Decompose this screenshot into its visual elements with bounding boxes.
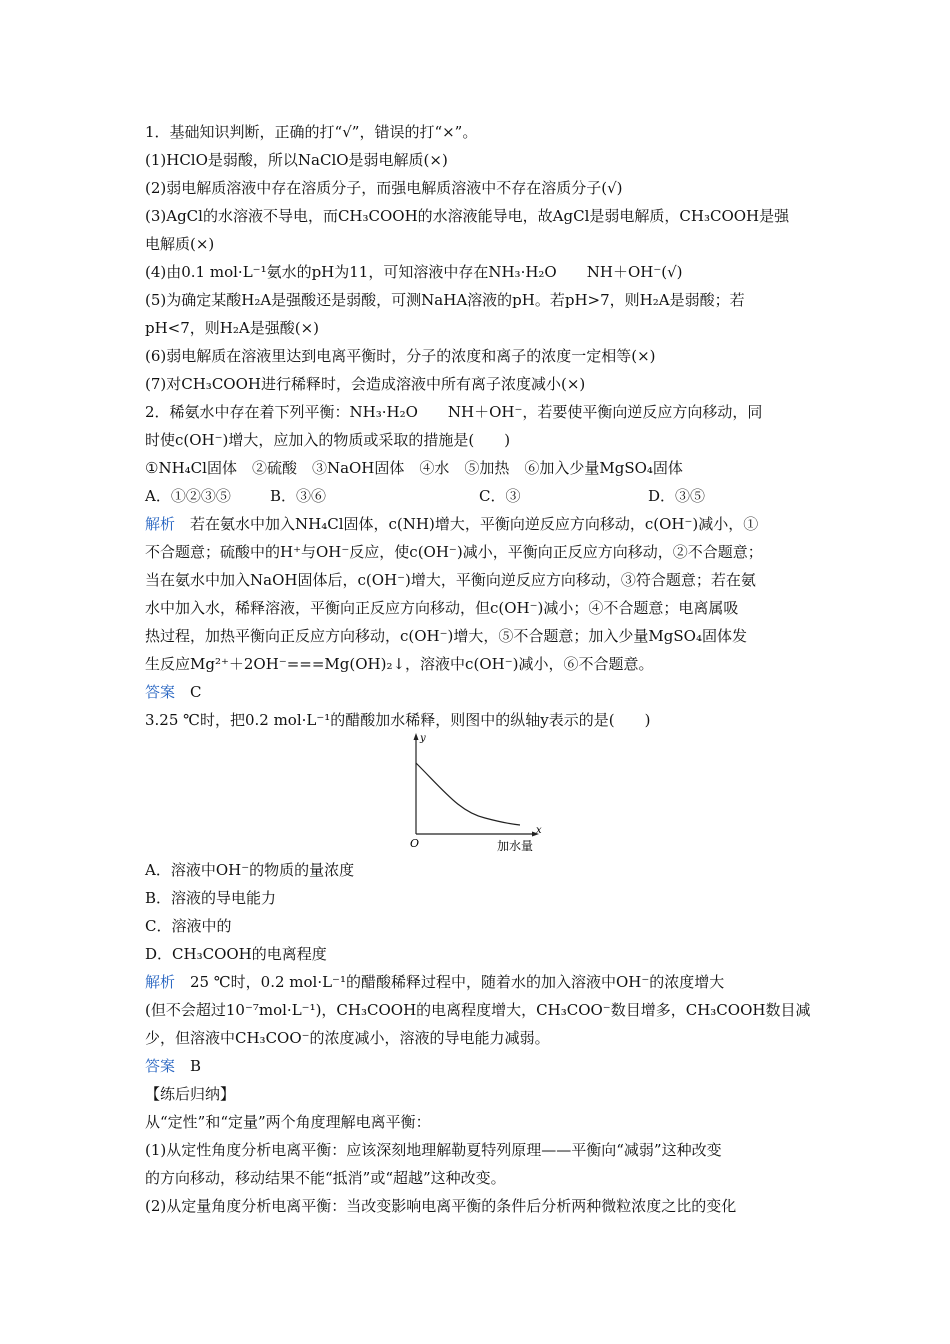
summary-line1: 从“定性”和“定量”两个角度理解电离平衡：	[145, 1113, 431, 1131]
q3-answer-line	[145, 1056, 201, 1076]
q2-analysis-line2: 不合题意；硫酸中的H⁺与OH⁻反应，使c(OH⁻)减小，平衡向正反应方向移动，②不合题意；	[145, 543, 763, 561]
q3-option-a: A．溶液中OH⁻的物质的量浓度	[145, 861, 355, 879]
q2-analysis-line3: 当在氨水中加入NaOH固体后，c(OH⁻)增大，平衡向逆反应方向移动，③符合题意；若在氨	[145, 571, 756, 589]
q3-answer: B	[175, 1057, 202, 1075]
q3-analysis-line3: 少，但溶液中CH₃COO⁻的浓度减小，溶液的导电能力减弱。	[145, 1029, 550, 1047]
q3-analysis-line1	[145, 972, 724, 992]
q1-title: 1．基础知识判断，正确的打“√”，错误的打“×”。	[145, 123, 478, 141]
q2-analysis-line4: 水中加入水，稀释溶液，平衡向正反应方向移动，但c(OH⁻)减小；④不合题意；电离属吸	[145, 599, 739, 617]
q1-item-1: (1)HClO是弱酸，所以NaClO是弱电解质(×)	[145, 151, 448, 169]
decreasing-curve	[416, 763, 520, 825]
q2-option-a: A．①②③⑤	[145, 487, 231, 505]
summary-heading: 【练后归纳】	[145, 1085, 236, 1103]
dilution-graph	[400, 730, 550, 858]
q2-choices: ①NH₄Cl固体 ②硫酸 ③NaOH固体 ④水 ⑤加热 ⑥加入少量MgSO₄固体	[145, 459, 683, 477]
q2-stem-line1: 2．稀氨水中存在着下列平衡：NH₃·H₂O NH＋OH⁻，若要使平衡向逆反应方向移动，同	[145, 403, 763, 421]
q2-analysis-text: 若在氨水中加入NH₄Cl固体，c(NH)增大，平衡向逆反应方向移动，c(OH⁻)减小，①	[175, 515, 759, 533]
summary-line4: (2)从定量角度分析电离平衡：当改变影响电离平衡的条件后分析两种微粒浓度之比的变化	[145, 1197, 737, 1215]
q3-option-d: D．CH₃COOH的电离程度	[145, 945, 327, 963]
summary-line2: (1)从定性角度分析电离平衡：应该深刻地理解勒夏特列原理——平衡向“减弱”这种改变	[145, 1141, 722, 1159]
answer-tag: 答案	[145, 1057, 176, 1075]
q1-item-3: (3)AgCl的水溶液不导电，而CH₃COOH的水溶液能导电，故AgCl是弱电解质，CH₃COOH是强	[145, 207, 790, 225]
q2-answer: C	[175, 683, 202, 701]
analysis-tag: 解析	[145, 515, 176, 533]
q1-item-2: (2)弱电解质溶液中存在溶质分子，而强电解质溶液中不存在溶质分子(√)	[145, 179, 623, 197]
q2-analysis-line6: 生反应Mg²⁺＋2OH⁻===Mg(OH)₂↓，溶液中c(OH⁻)减小，⑥不合题意。	[145, 655, 654, 673]
water-amount-label: 加水量	[497, 839, 534, 853]
summary-line3: 的方向移动，移动结果不能“抵消”或“超越”这种改变。	[145, 1169, 506, 1187]
q2-analysis-line1	[145, 514, 758, 534]
q1-item-3-cont: 电解质(×)	[145, 235, 215, 253]
q1-item-6: (6)弱电解质在溶液里达到电离平衡时，分子的浓度和离子的浓度一定相等(×)	[145, 347, 656, 365]
answer-tag: 答案	[145, 683, 176, 701]
q1-item-5-cont: pH<7，则H₂A是强酸(×)	[145, 319, 319, 337]
q2-option-d: D．③⑤	[648, 487, 706, 505]
q3-stem: 3.25 ℃时，把0.2 mol·L⁻¹的醋酸加水稀释，则图中的纵轴y表示的是( )	[145, 711, 651, 729]
y-axis-arrow	[414, 733, 419, 740]
q1-item-4: (4)由0.1 mol·L⁻¹氨水的pH为11，可知溶液中存在NH₃·H₂O NH＋OH⁻(√)	[145, 263, 683, 281]
x-axis-label: x	[536, 825, 542, 836]
analysis-tag: 解析	[145, 973, 176, 991]
origin-label: O	[410, 837, 420, 850]
q2-answer-line	[145, 682, 202, 702]
q3-option-c: C．溶液中的	[145, 917, 232, 935]
y-axis-label: y	[420, 733, 426, 744]
q3-analysis-text: 25 ℃时，0.2 mol·L⁻¹的醋酸稀释过程中，随着水的加入溶液中OH⁻的浓度增大	[175, 973, 725, 991]
q3-analysis-line2: (但不会超过10⁻⁷mol·L⁻¹)，CH₃COOH的电离程度增大，CH₃COO⁻数目增多，CH₃COOH数目减	[145, 1001, 811, 1019]
q2-stem-line2: 时使c(OH⁻)增大，应加入的物质或采取的措施是( )	[145, 431, 511, 449]
q2-option-c: C．③	[479, 487, 521, 505]
q3-option-b: B．溶液的导电能力	[145, 889, 277, 907]
q1-item-5: (5)为确定某酸H₂A是强酸还是弱酸，可测NaHA溶液的pH。若pH>7，则H₂A是弱酸；若	[145, 291, 745, 309]
q2-option-b: B．③⑥	[270, 487, 327, 505]
q2-analysis-line5: 热过程，加热平衡向正反应方向移动，c(OH⁻)增大，⑤不合题意；加入少量MgSO₄固体发	[145, 627, 747, 645]
q1-item-7: (7)对CH₃COOH进行稀释时，会造成溶液中所有离子浓度减小(×)	[145, 375, 586, 393]
